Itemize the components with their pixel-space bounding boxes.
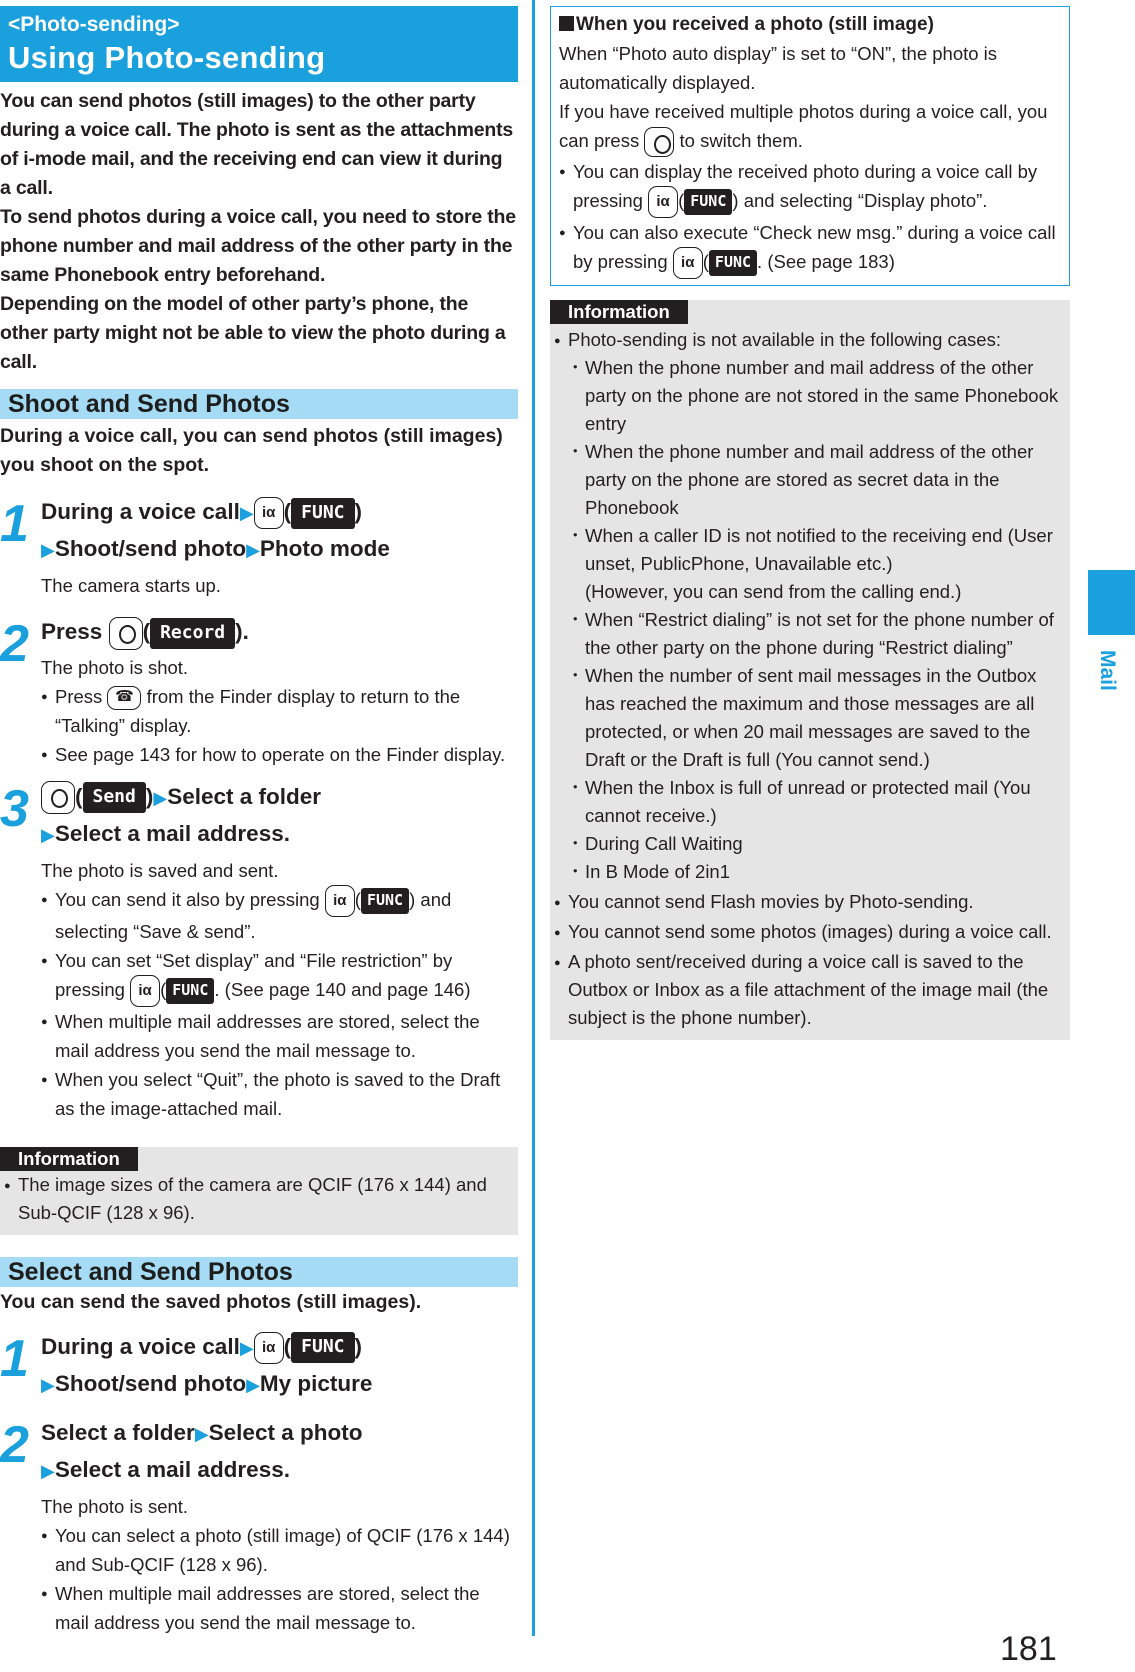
step-text: Select a photo: [208, 1419, 363, 1445]
paren: (: [160, 978, 167, 1000]
arrow-icon: ▶: [41, 540, 55, 560]
case-item: ・ When “Restrict dialing” is not set for the phone number of the other party on the phone during “Restrict dialing”: [554, 606, 1064, 662]
center-key-icon: [41, 781, 75, 814]
paren: (: [142, 619, 151, 644]
case-item: ・ When the phone number and mail address of the other party on the phone are not stored in the same Phonebook entry: [554, 354, 1064, 438]
step-text: Shoot/send photo: [54, 536, 247, 561]
info-item: ● The image sizes of the camera are QCIF (176 x 144) and Sub-QCIF (128 x 96).: [4, 1171, 518, 1227]
intro-paragraph: You can send photos (still images) to the other party during a voice call. The photo is sent as the attachments of i-mode mail, and the receiving end can view it during a call.: [0, 90, 514, 199]
step-text: Select a folder: [41, 1419, 195, 1445]
bullet-text: . (See page 140 and page 146): [214, 978, 471, 1000]
info-item: ● A photo sent/received during a voice call is saved to the Outbox or Inbox as a file attachment of the image mail (the subject is the phone number).: [554, 948, 1064, 1032]
info-label: Information: [0, 1147, 138, 1171]
step-1: [0, 1329, 518, 1403]
paren: ): [409, 888, 416, 910]
func-softkey: FUNC: [291, 498, 354, 529]
i-mode-key-icon: iα: [673, 247, 703, 279]
paren: ): [354, 1333, 363, 1359]
bullet-text: . (See page 183): [757, 251, 895, 273]
paren: (: [678, 190, 685, 212]
step-text: During a voice call: [41, 499, 240, 524]
arrow-icon: ▶: [246, 540, 260, 560]
step-1: [0, 494, 518, 600]
send-softkey: Send: [83, 782, 146, 813]
step-title: [41, 494, 518, 568]
paren: (: [283, 1333, 292, 1359]
step-text: Select a mail address.: [54, 820, 290, 846]
step-text: Press: [41, 619, 103, 644]
step-text: Photo mode: [259, 536, 390, 561]
info-label: Information: [550, 300, 688, 324]
bullet-item: [41, 682, 518, 740]
arrow-icon: ▶: [41, 1374, 55, 1395]
case-item: ・ When the Inbox is full of unread or protected mail (You cannot receive.): [554, 774, 1064, 830]
i-mode-key-icon: iα: [254, 1332, 284, 1364]
case-note: (However, you can send from the calling end.): [585, 581, 962, 603]
paren: (: [75, 783, 83, 809]
case-item: ・ When a caller ID is not notified to the receiving end (User unset, PublicPhone, Unavailable etc.): [554, 522, 1064, 578]
center-key-icon: [109, 617, 143, 650]
arrow-icon: ▶: [153, 787, 168, 808]
step-body-text: The photo is sent.: [41, 1495, 189, 1517]
step-body: The camera starts up.: [41, 575, 221, 596]
step-text: My picture: [259, 1370, 373, 1396]
section-heading-shoot: Shoot and Send Photos: [0, 389, 518, 419]
page-title: Using Photo-sending: [8, 40, 326, 75]
func-softkey: FUNC: [361, 888, 409, 914]
bullet-text: from the Finder display to return to the “Talking” display.: [55, 685, 461, 736]
info-box-camera: [0, 1147, 518, 1235]
phone-key-icon: ☎: [107, 686, 141, 710]
step-body: [41, 856, 518, 1123]
step-text: Select a folder: [167, 783, 322, 809]
bullet-item: ● When you select “Quit”, the photo is saved to the Draft as the image-attached mail.: [41, 1065, 518, 1123]
bullet-text: Press: [55, 685, 103, 707]
i-mode-key-icon: iα: [254, 497, 284, 529]
step-number: 2: [0, 615, 27, 673]
bullet-item: [559, 157, 1061, 218]
arrow-icon: ▶: [239, 1337, 254, 1358]
bullet-text: and selecting “Display photo”.: [743, 190, 988, 212]
bullet-item: [41, 946, 518, 1007]
case-item: ・ In B Mode of 2in1: [554, 858, 1064, 886]
step-body-text: The photo is saved and sent.: [41, 859, 279, 881]
func-softkey: FUNC: [291, 1332, 354, 1363]
func-softkey: FUNC: [166, 978, 214, 1004]
step-number: 1: [0, 1329, 27, 1388]
info-item: ● Photo-sending is not available in the following cases:: [554, 326, 1064, 354]
step-2: [0, 614, 518, 769]
chapter-label: Mail: [1096, 649, 1119, 691]
bullet-text: and selecting “Save & send”.: [55, 888, 452, 942]
bullet-item: ● You can select a photo (still image) of QCIF (176 x 144) and Sub-QCIF (128 x 96).: [41, 1521, 518, 1579]
bullet-item: [559, 218, 1061, 279]
chapter-tab: [1088, 570, 1135, 635]
left-column: [0, 6, 518, 1637]
bullet-item: ● See page 143 for how to operate on the Finder display.: [41, 740, 518, 769]
arrow-icon: ▶: [246, 1374, 260, 1395]
paren: (: [283, 499, 292, 524]
intro-paragraph: Depending on the model of other party’s phone, the other party might not be able to view the photo during a call.: [0, 293, 506, 373]
square-bullet-icon: [559, 16, 574, 31]
info-content: [550, 326, 1070, 1032]
bullet-item: ● When multiple mail addresses are stored, select the mail address you send the mail message to.: [41, 1579, 518, 1637]
received-photo-box: [550, 6, 1070, 286]
title-banner: [0, 6, 518, 82]
bullet-item: [41, 885, 518, 946]
column-divider: [532, 0, 535, 1636]
info-box-restrictions: [550, 300, 1070, 1040]
step-text: During a voice call: [41, 1333, 240, 1359]
switch-key-icon: [644, 127, 674, 157]
arrow-icon: ▶: [41, 1460, 55, 1481]
paren: ): [145, 783, 154, 809]
bullet-text: You can display the received photo during a voice call by pressing: [573, 161, 1038, 212]
arrow-icon: ▶: [41, 824, 55, 845]
step-title: [41, 1329, 518, 1403]
arrow-icon: ▶: [239, 503, 254, 523]
bullet-text: You can send it also by pressing: [55, 888, 320, 910]
received-paragraph: When “Photo auto display” is set to “ON”, the photo is automatically displayed.: [559, 43, 998, 93]
received-title-text: When you received a photo (still image): [576, 14, 934, 35]
step-number: 2: [0, 1415, 27, 1474]
step-body: [41, 653, 518, 769]
i-mode-key-icon: iα: [130, 975, 160, 1007]
info-item: ● You cannot send Flash movies by Photo-sending.: [554, 888, 1064, 916]
bullet-text: You can set “Set display” and “File restriction” by pressing: [55, 949, 453, 1000]
i-mode-key-icon: iα: [325, 885, 355, 917]
step-text: Shoot/send photo: [54, 1370, 247, 1396]
paren: ).: [235, 619, 249, 644]
paren: ): [732, 190, 739, 212]
func-softkey: FUNC: [709, 250, 757, 276]
received-text: to switch them.: [679, 130, 803, 151]
step-body: [41, 1492, 518, 1637]
step-3: [0, 779, 518, 1123]
page-number: 181: [1000, 1630, 1057, 1668]
received-paragraph: [559, 97, 1061, 157]
info-item: ● You cannot send some photos (images) during a voice call.: [554, 918, 1064, 946]
func-softkey: FUNC: [684, 189, 732, 215]
arrow-icon: ▶: [194, 1423, 209, 1444]
step-title: [41, 779, 518, 853]
bullet-text: You can also execute “Check new msg.” during a voice call by pressing: [573, 222, 1056, 273]
section-lead: You can send the saved photos (still images).: [0, 1290, 422, 1313]
received-title: [559, 11, 1061, 39]
step-number: 1: [0, 495, 27, 553]
right-column: [550, 6, 1070, 1040]
paren: (: [354, 888, 361, 910]
section-lead: During a voice call, you can send photos (still images) you shoot on the spot.: [0, 425, 503, 476]
step-title: [41, 1415, 518, 1489]
intro-text: [0, 87, 518, 377]
case-item: ・ During Call Waiting: [554, 830, 1064, 858]
intro-paragraph: To send photos during a voice call, you need to store the phone number and mail address of the other party in the same Phonebook entry beforehand.: [0, 206, 516, 286]
paren: (: [702, 251, 709, 273]
step-2: [0, 1415, 518, 1637]
section-heading-select: Select and Send Photos: [0, 1257, 518, 1287]
step-text: Select a mail address.: [54, 1456, 290, 1482]
case-item: ・ When the number of sent mail messages in the Outbox has reached the maximum and those messages are all protected, or when 20 mail messages are saved to the Draft or the Draft is full (You cannot send.): [554, 662, 1064, 774]
step-title: [41, 614, 518, 650]
step-number: 3: [0, 779, 27, 838]
step-body-text: The photo is shot.: [41, 656, 189, 678]
bullet-item: ● When multiple mail addresses are stored, select the mail address you send the mail message to.: [41, 1007, 518, 1065]
page-subtitle: <Photo-sending>: [8, 13, 180, 36]
received-text: If you have received multiple photos during a voice call, you can press: [559, 101, 1048, 151]
paren: ): [354, 499, 363, 524]
case-item: ・ When the phone number and mail address of the other party on the phone are stored as secret data in the Phonebook: [554, 438, 1064, 522]
record-softkey: Record: [150, 618, 235, 649]
i-mode-key-icon: iα: [648, 186, 678, 218]
